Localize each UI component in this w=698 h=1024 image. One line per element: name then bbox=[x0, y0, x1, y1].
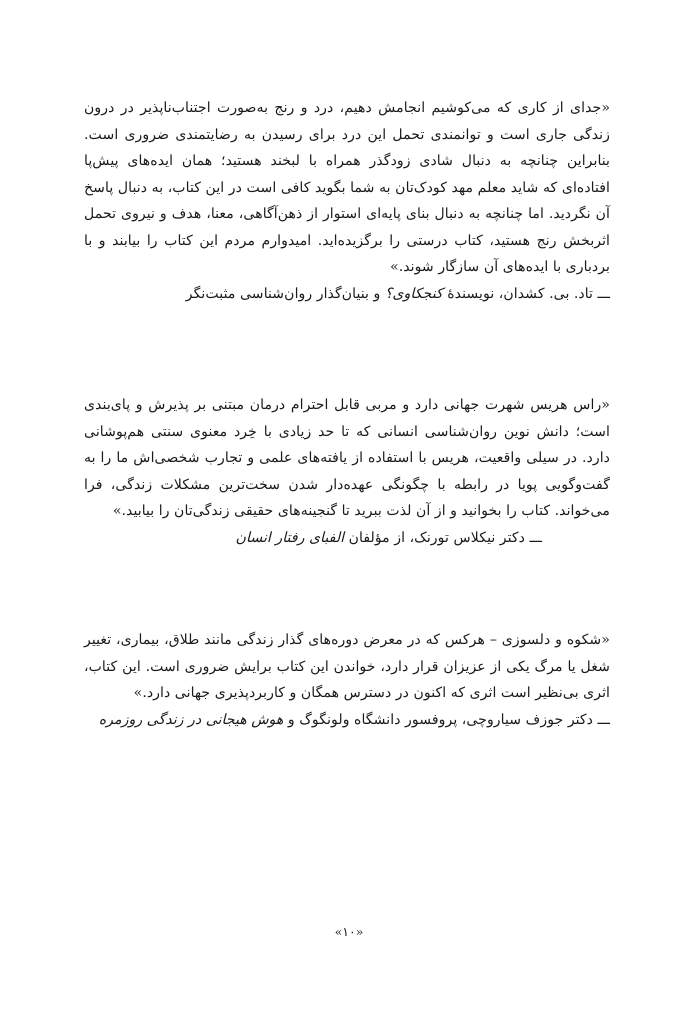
endorsement-1 bbox=[84, 95, 610, 307]
attribution-author: تاد. بی. کشدان، نویسندۀ bbox=[442, 285, 598, 302]
endorsement-quote: «جدای از کاری که می‌کوشیم انجامش دهیم، درد و رنج به‌صورت اجتناب‌ناپذیر در درون زندگی جاری است و توانمندی تحمل این درد برای رسیدن به رضایتمندی ضروری است. بنابراین چنانچه به دنبال شادی زودگذر همراه با لبخند هستید؛ همان ایده‌های پیش‌پا افتاده‌ای که شاید معلم مهد کودک‌تان به شما بگوید کافی است در این کتاب، به دنبال پاسخ آن نگردید. اما چنانچه به دنبال بنای پایه‌ای استوار از ذهن‌آگاهی، معنا، هدف و نیروی تحمل اثربخش رنج هستید، کتاب درستی را برگزیده‌اید. امیدوارم مردم این کتاب را بیابند و با بردباری با ایده‌های آن سازگار شوند.» bbox=[84, 100, 610, 275]
endorsement-3 bbox=[84, 627, 610, 733]
endorsement-attribution bbox=[84, 707, 610, 734]
endorsement-attribution bbox=[84, 525, 610, 552]
attribution-book-title: الفبای رفتار انسان bbox=[235, 529, 345, 546]
attribution-author: دکتر نیکلاس تورنک، از مؤلفان bbox=[344, 529, 530, 546]
page-number: «۱۰» bbox=[334, 924, 364, 939]
attribution-dash: ـــ bbox=[529, 529, 542, 546]
endorsement-quote: «شکوه و دلسوزی – هرکس که در معرض دوره‌های گذار زندگی مانند طلاق، بیماری، تغییر شغل یا مرگ یکی از عزیزان قرار دارد، خواندن این کتاب برایش ضروری است. این کتاب، اثری بی‌نظیر است اثری که اکنون در دسترس همگان و کاربردپذیری جهانی دارد.» bbox=[84, 632, 610, 701]
endorsement-quote: «راس هریس شهرت جهانی دارد و مربی قابل احترام درمان مبتنی بر پذیرش و پای‌بندی است؛ دانش نوین روان‌شناسی انسانی که تا حد زیادی با خِرد معنوی سنتی هم‌پوشانی دارد. در سیلی واقعیت، هریس با استفاده از یافته‌های علمی و تجارب شخصی‌اش ما را به گفت‌وگویی پویا در رابطه با چگونگی عهده‌دار شدن سخت‌ترین مشکلات زندگی، فرا می‌خواند. کتاب را بخوانید و از آن لذت ببرید تا گنجینه‌های حقیقی زندگی‌تان را بیابید.» bbox=[84, 397, 610, 519]
attribution-dash: ـــ bbox=[597, 285, 610, 302]
attribution-dash: ـــ bbox=[597, 711, 610, 728]
attribution-role: و بنیان‌گذار روان‌شناسی مثبت‌نگر bbox=[185, 285, 385, 302]
attribution-book-title: هوش هیجانی در زندگی روزمره bbox=[98, 711, 284, 728]
attribution-author: دکتر جوزف سیاروچی، پروفسور دانشگاه ولونگوگ و bbox=[283, 711, 598, 728]
attribution-book-title: کنجکاوی؟ bbox=[384, 285, 443, 302]
endorsement-attribution bbox=[84, 281, 610, 308]
endorsement-2 bbox=[84, 392, 610, 551]
